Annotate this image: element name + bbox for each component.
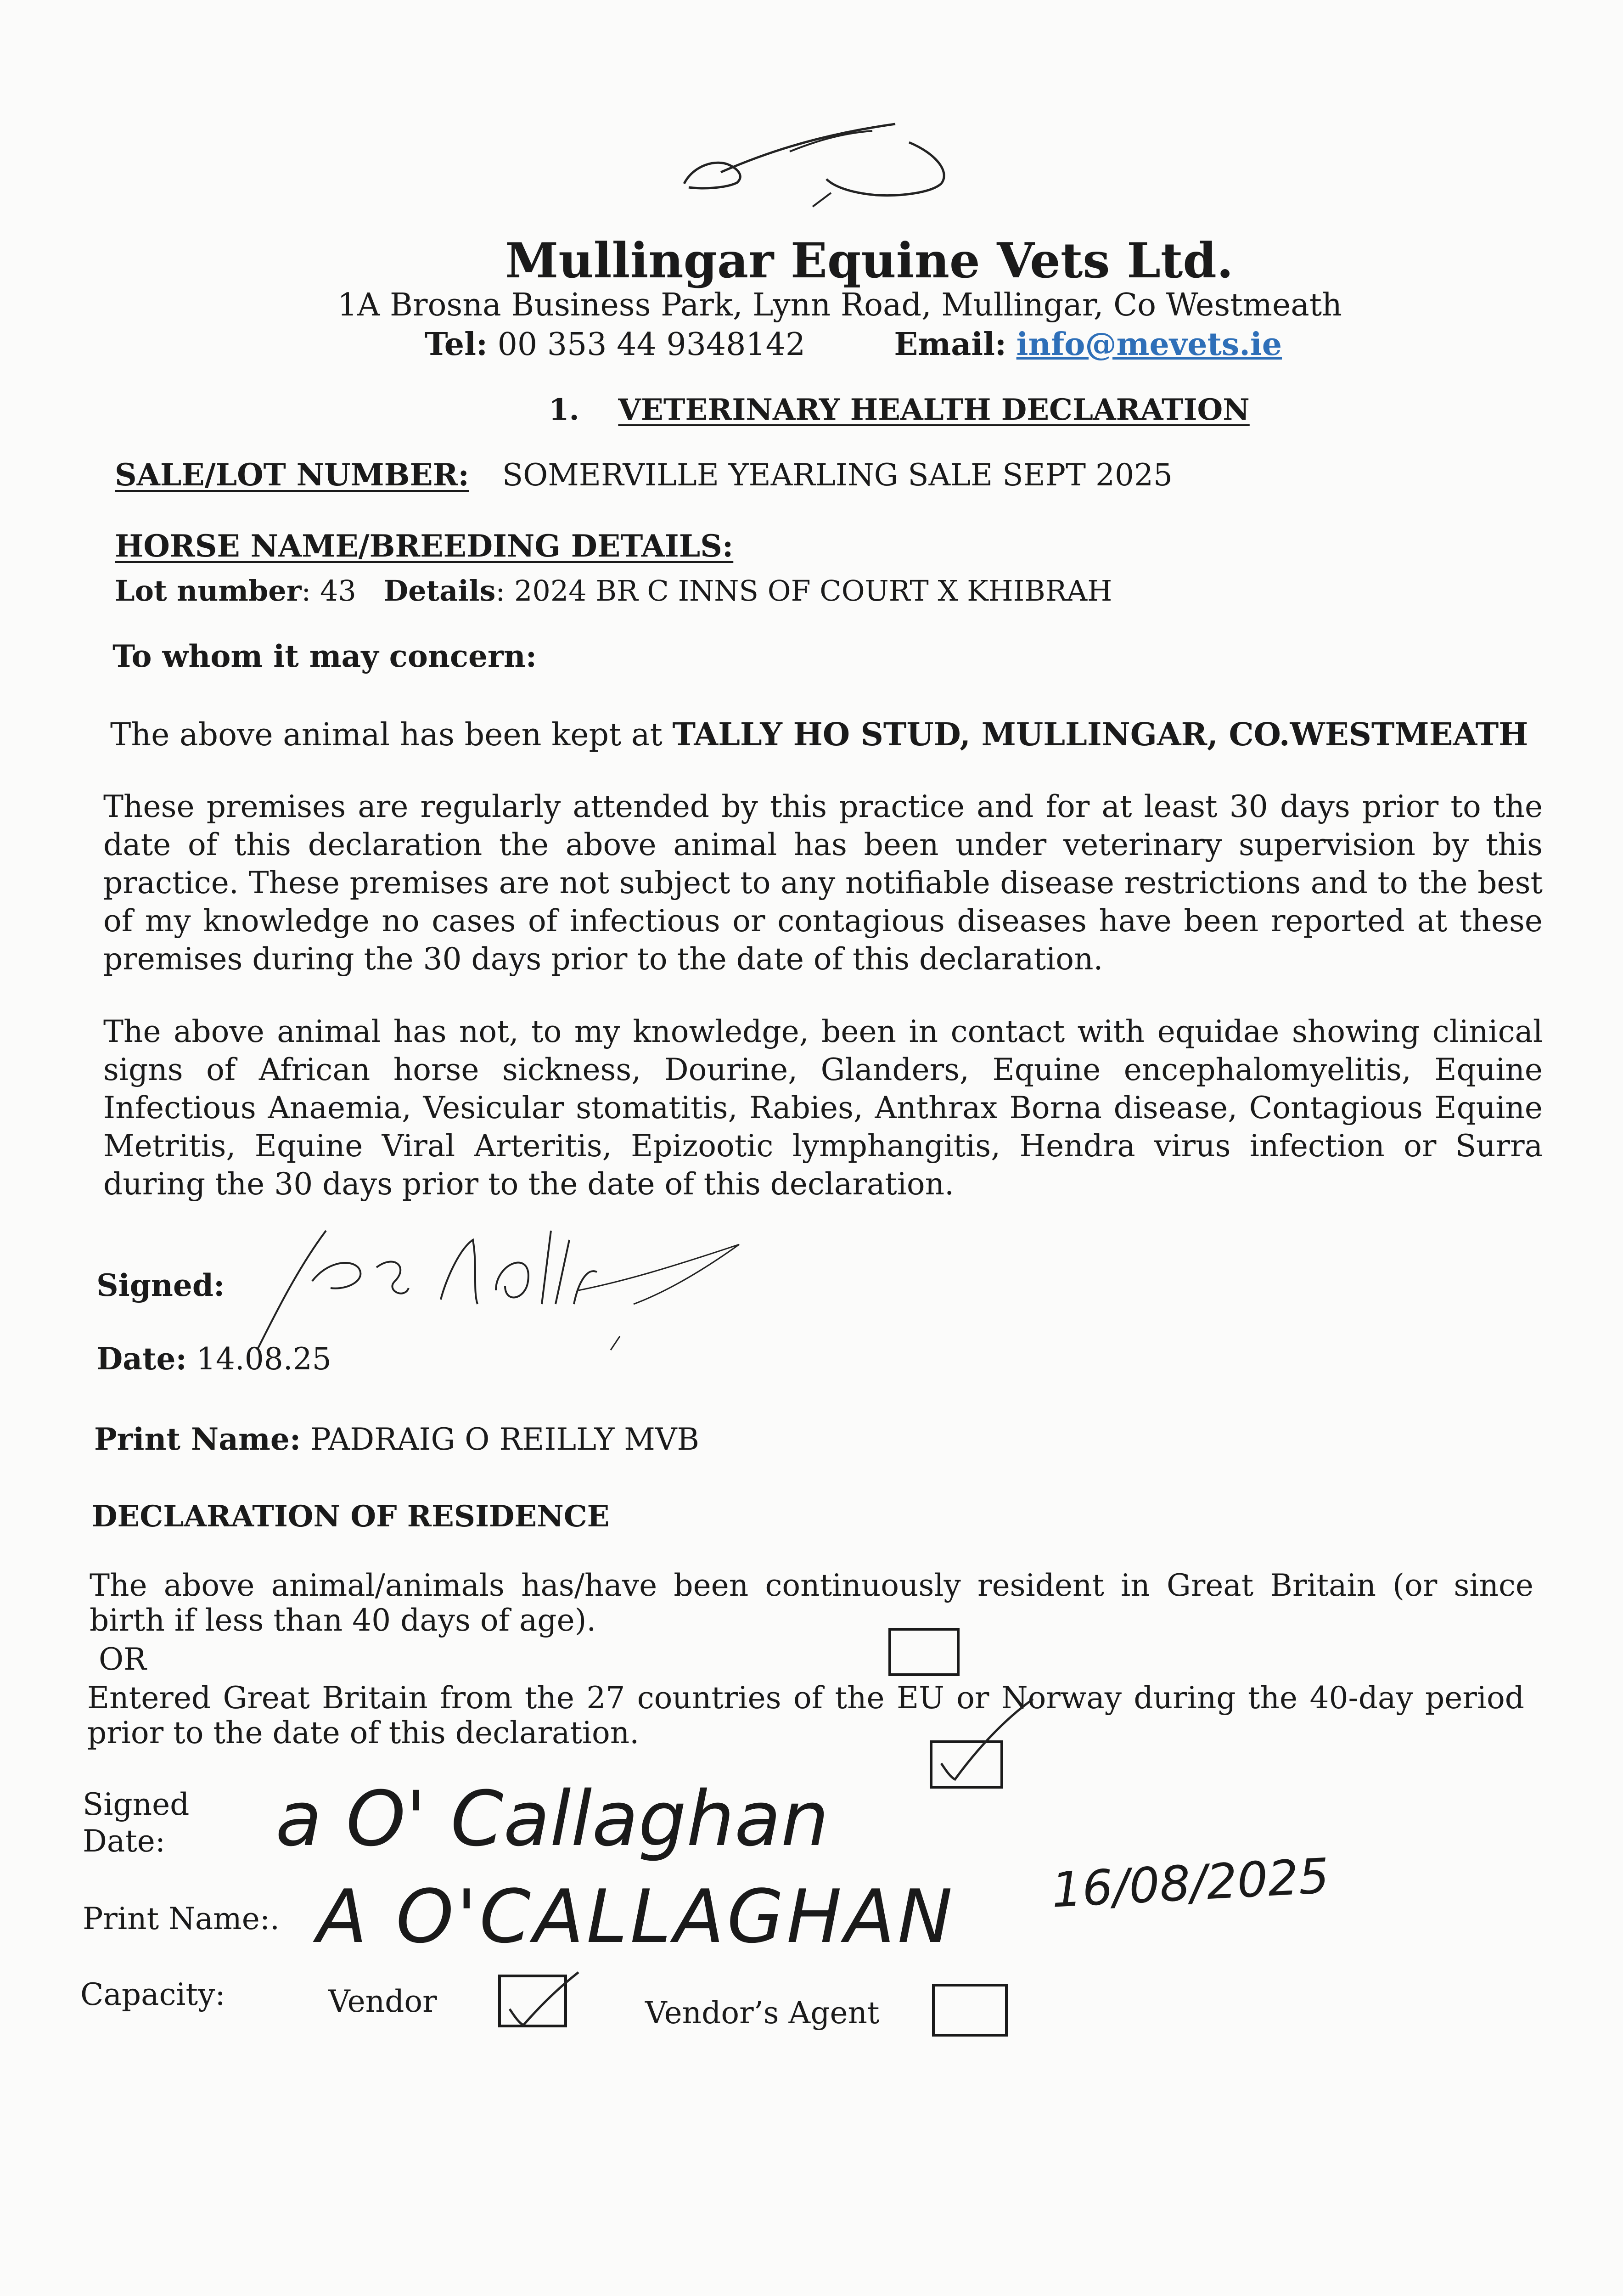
tel-value: 00 353 44 9348142 [497, 326, 806, 363]
entered-option-text: Entered Great Britain from the 27 countries of the EU or Norway during the 40-day period prior to the date of this declaration. [87, 1680, 1524, 1750]
date-label: Date: [96, 1341, 187, 1377]
lot-label: Lot number [115, 574, 302, 608]
details-value: : 2024 BR C INNS OF COURT X KHIBRAH [495, 574, 1112, 608]
company-address: 1A Brosna Business Park, Lynn Road, Mullingar, Co Westmeath [337, 287, 1342, 323]
handwritten-print-name: A O'CALLAGHAN [317, 1874, 955, 1959]
declaration-title [549, 393, 1250, 427]
lot-value: : 43 [301, 574, 356, 608]
kept-at-line [110, 716, 1528, 753]
vet-signature-icon [257, 1212, 753, 1364]
signed-label: Signed: [96, 1267, 225, 1303]
sale-label: SALE/LOT NUMBER: [115, 457, 469, 493]
date-label-2: Date: [83, 1823, 166, 1859]
sale-line [115, 457, 1173, 493]
signed-label-2: Signed [83, 1787, 190, 1822]
sale-value: SOMERVILLE YEARLING SALE SEPT 2025 [502, 457, 1173, 493]
contact-paragraph: The above animal has not, to my knowledge, been in contact with equidae showing clinical signs of African horse sickness, Dourine, Glanders, Equine encephalomyelitis, Equine Infectious Anaemia, Vesicular stomatitis, Rabies, Anthrax Borna disease, Contagious Equine Metritis, Equine Viral Arteritis, Epizootic lymphangitis, Hendra virus infection or Surra during the 30 days prior to the date of this declaration. [103, 1014, 1543, 1202]
vendor-label: Vendor [328, 1984, 437, 2019]
kept-location: TALLY HO STUD, MULLINGAR, CO.WESTMEATH [672, 716, 1528, 753]
print-name-line [94, 1421, 699, 1457]
handwritten-date: 16/08/2025 [1050, 1848, 1331, 1919]
residence-heading: DECLARATION OF RESIDENCE [92, 1499, 610, 1534]
print-label: Print Name: [94, 1421, 301, 1457]
date-value: 14.08.25 [196, 1341, 331, 1377]
vendor-agent-label: Vendor’s Agent [645, 1995, 880, 2031]
or-text: OR [99, 1642, 146, 1677]
declaration-title-number: 1. [549, 393, 579, 427]
horse-logo-icon [675, 115, 969, 220]
horse-heading: HORSE NAME/BREEDING DETAILS: [115, 528, 734, 564]
entered-checkmark-icon [937, 1694, 1038, 1786]
resident-checkbox[interactable] [888, 1628, 960, 1676]
email-link[interactable]: info@mevets.ie [1016, 326, 1282, 363]
details-label: Details [383, 574, 496, 608]
declaration-title-text: VETERINARY HEALTH DECLARATION [618, 393, 1250, 427]
print-name-label-2: Print Name:. [83, 1901, 280, 1936]
capacity-label: Capacity: [80, 1977, 225, 2012]
resident-option-text: The above animal/animals has/have been continuously resident in Great Britain (or since birth if less than 40 days of age). [90, 1568, 1533, 1638]
vendor-agent-checkbox[interactable] [932, 1984, 1008, 2037]
handwritten-signature: a O' Callaghan [275, 1775, 829, 1863]
tel-label: Tel: [425, 326, 488, 363]
lot-details-line [115, 574, 1112, 608]
salutation: To whom it may concern: [112, 638, 537, 674]
kept-prefix: The above animal has been kept at [110, 717, 673, 753]
vendor-checkmark-icon [503, 1970, 585, 2034]
date-line [96, 1341, 331, 1377]
premises-paragraph: These premises are regularly attended by this practice and for at least 30 days prior to the date of this declaration the above animal has been under veterinary supervision by this practice. These premises are not subject to any notifiable disease restrictions and to the best of my knowledge no cases of infectious or contagious diseases have been reported at these premises during the 30 days prior to the date of this declaration. [103, 789, 1543, 977]
company-name: Mullingar Equine Vets Ltd. [505, 232, 1234, 289]
print-value: PADRAIG O REILLY MVB [310, 1422, 700, 1457]
contact-line [425, 326, 1282, 363]
signed-date-label [83, 1786, 189, 1860]
email-label: Email: [894, 326, 1007, 363]
